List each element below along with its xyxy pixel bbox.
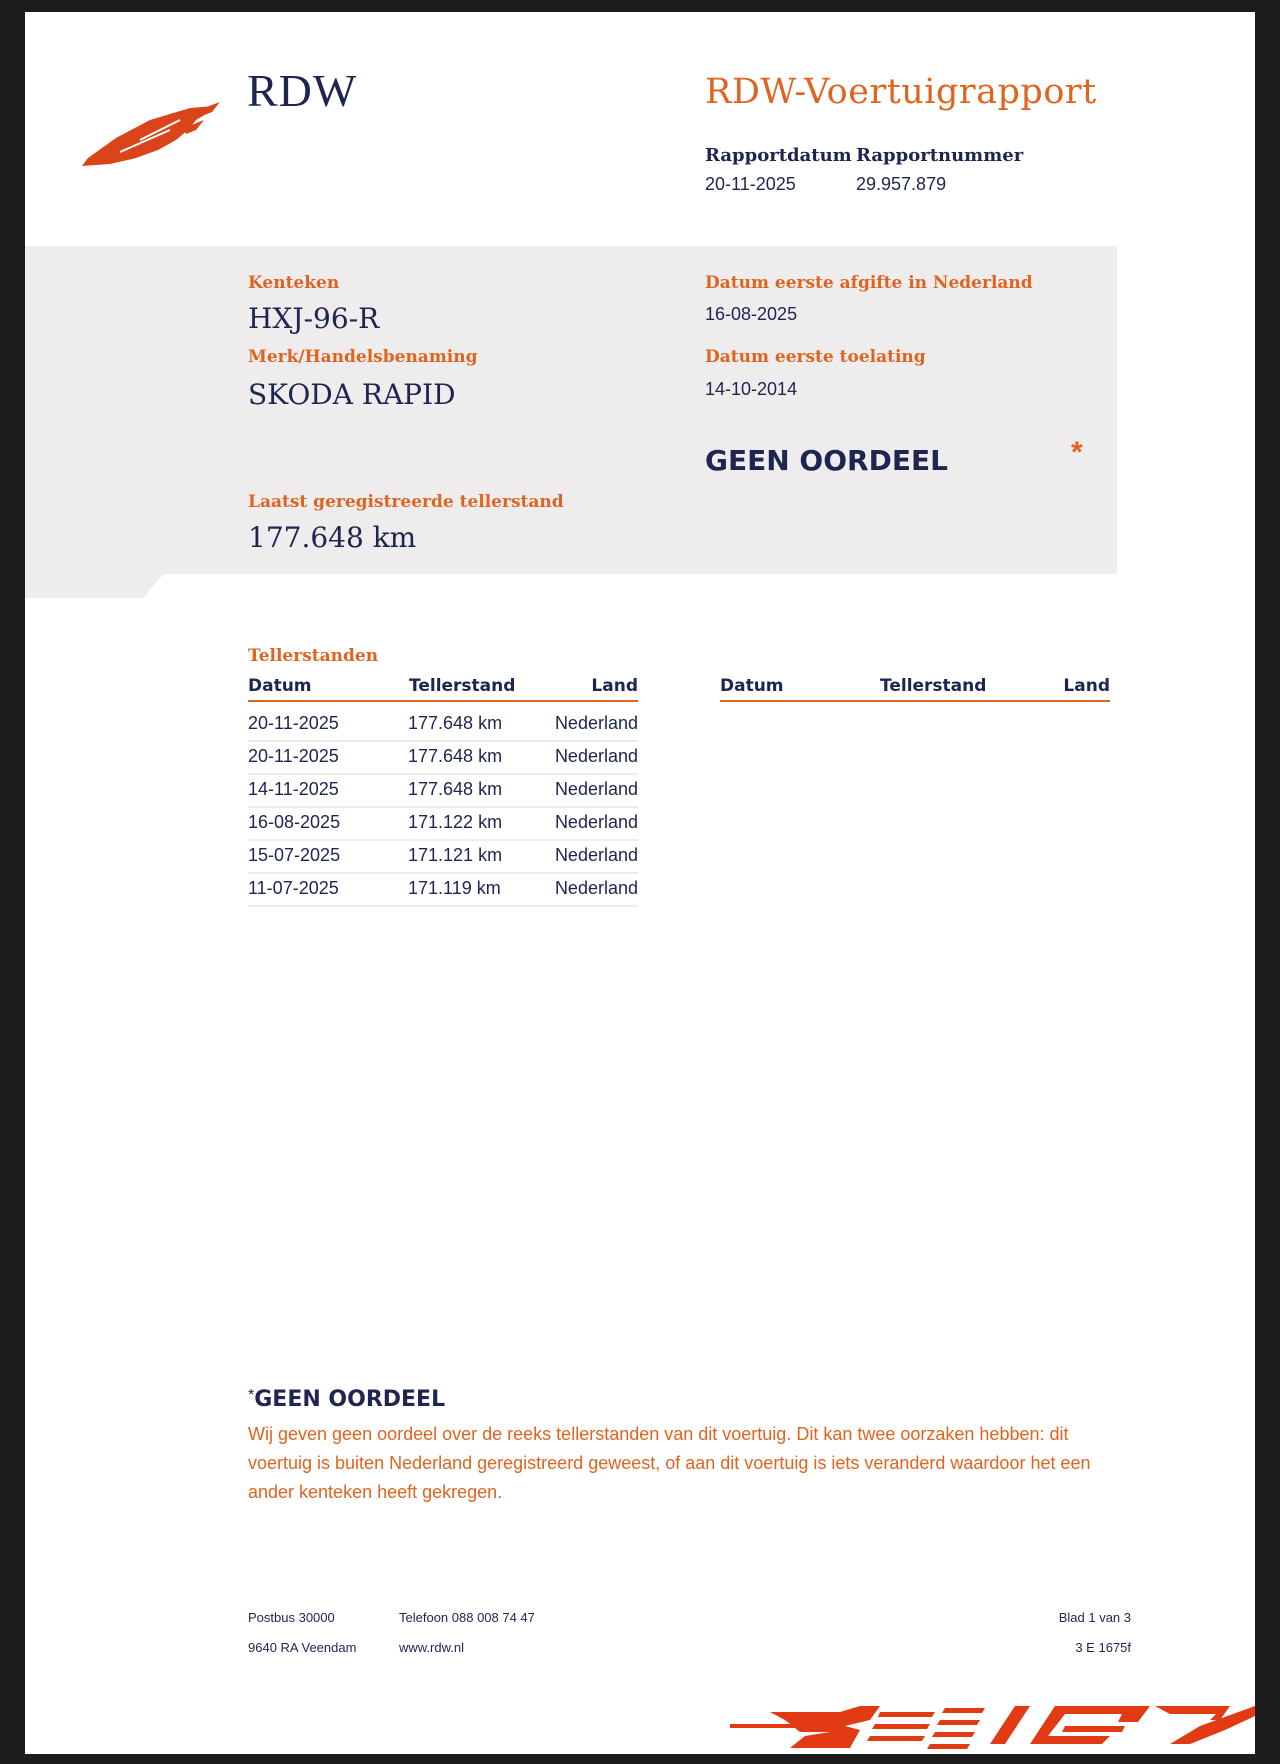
report-date-label: Rapportdatum (705, 145, 852, 166)
note-heading (248, 1387, 445, 1412)
speed-stripes-icon (730, 1702, 1255, 1754)
row-reading: 171.121 km (408, 845, 503, 865)
report-date: 20-11-2025 (705, 174, 796, 194)
table-row (248, 707, 638, 742)
odometer-table-title: Tellerstanden (248, 646, 379, 666)
note-asterisk: * (248, 1387, 255, 1404)
table-row (248, 773, 638, 808)
row-country: Nederland (554, 812, 638, 832)
row-date: 16-08-2025 (248, 812, 341, 832)
odometer-label: Laatst geregistreerde tellerstand (248, 492, 564, 512)
verdict-asterisk: * (1071, 436, 1083, 469)
col-date-header-2: Datum (720, 676, 784, 696)
row-date: 11-07-2025 (248, 878, 339, 898)
row-country: Nederland (554, 845, 638, 865)
make-value: SKODA RAPID (248, 378, 456, 411)
first-admission-value: 14-10-2014 (705, 379, 798, 399)
row-reading: 177.648 km (408, 713, 503, 733)
rdw-logo-icon (80, 90, 230, 180)
plate-label: Kenteken (248, 273, 340, 293)
row-date: 15-07-2025 (248, 845, 341, 865)
footer-website[interactable]: www.rdw.nl (399, 1640, 465, 1655)
footer-code: 3 E 1675f (1075, 1640, 1131, 1655)
first-issue-nl-value: 16-08-2025 (705, 304, 798, 324)
make-label: Merk/Handelsbenaming (248, 347, 478, 367)
row-reading: 177.648 km (408, 746, 503, 766)
col-country-header-2: Land (1063, 676, 1110, 696)
row-date: 20-11-2025 (248, 713, 339, 733)
table-row (248, 740, 638, 775)
footer-city: 9640 RA Veendam (248, 1640, 357, 1655)
vehicle-summary-panel (25, 246, 1117, 574)
table-row (248, 806, 638, 841)
row-reading: 171.122 km (408, 812, 503, 832)
first-admission-label: Datum eerste toelating (705, 347, 926, 367)
row-country: Nederland (554, 878, 638, 898)
row-date: 20-11-2025 (248, 746, 339, 766)
footer-po-box: Postbus 30000 (248, 1610, 335, 1625)
row-country: Nederland (554, 713, 638, 733)
row-country: Nederland (554, 779, 638, 799)
report-title: RDW-Voertuigrapport (705, 72, 1097, 112)
note-text: Wij geven geen oordeel over de reeks tellerstanden van dit voertuig. Dit kan twee oorzaken hebben: dit voertuig is buiten Nederland geregistreerd geweest, of aan dit voertuig is iets veranderd waardoor het een ander kenteken heeft gekregen. (248, 1424, 1091, 1502)
brand-name: RDW (247, 65, 358, 116)
table-row (248, 872, 638, 907)
footer-phone: Telefoon 088 008 74 47 (399, 1610, 535, 1625)
report-number: 29.957.879 (856, 174, 947, 194)
first-issue-nl-label: Datum eerste afgifte in Nederland (705, 273, 1033, 293)
panel-tab-shape (25, 572, 165, 600)
col-date-header: Datum (248, 676, 312, 696)
report-number-label: Rapportnummer (856, 145, 1024, 166)
row-reading: 177.648 km (408, 779, 503, 799)
note-title: GEEN OORDEEL (254, 1387, 446, 1412)
row-reading: 171.119 km (408, 878, 501, 898)
table-header-rule-2 (720, 700, 1110, 702)
col-reading-header: Tellerstand (409, 676, 516, 696)
footer-page-number: Blad 1 van 3 (1058, 1610, 1131, 1625)
row-country: Nederland (554, 746, 638, 766)
table-row (248, 839, 638, 874)
col-reading-header-2: Tellerstand (880, 676, 987, 696)
odometer-value: 177.648 km (248, 521, 417, 554)
plate-value: HXJ-96-R (248, 302, 380, 335)
col-country-header: Land (591, 676, 638, 696)
table-header-rule (248, 700, 638, 702)
verdict: GEEN OORDEEL (705, 444, 948, 477)
report-page (25, 12, 1255, 1754)
row-date: 14-11-2025 (248, 779, 339, 799)
